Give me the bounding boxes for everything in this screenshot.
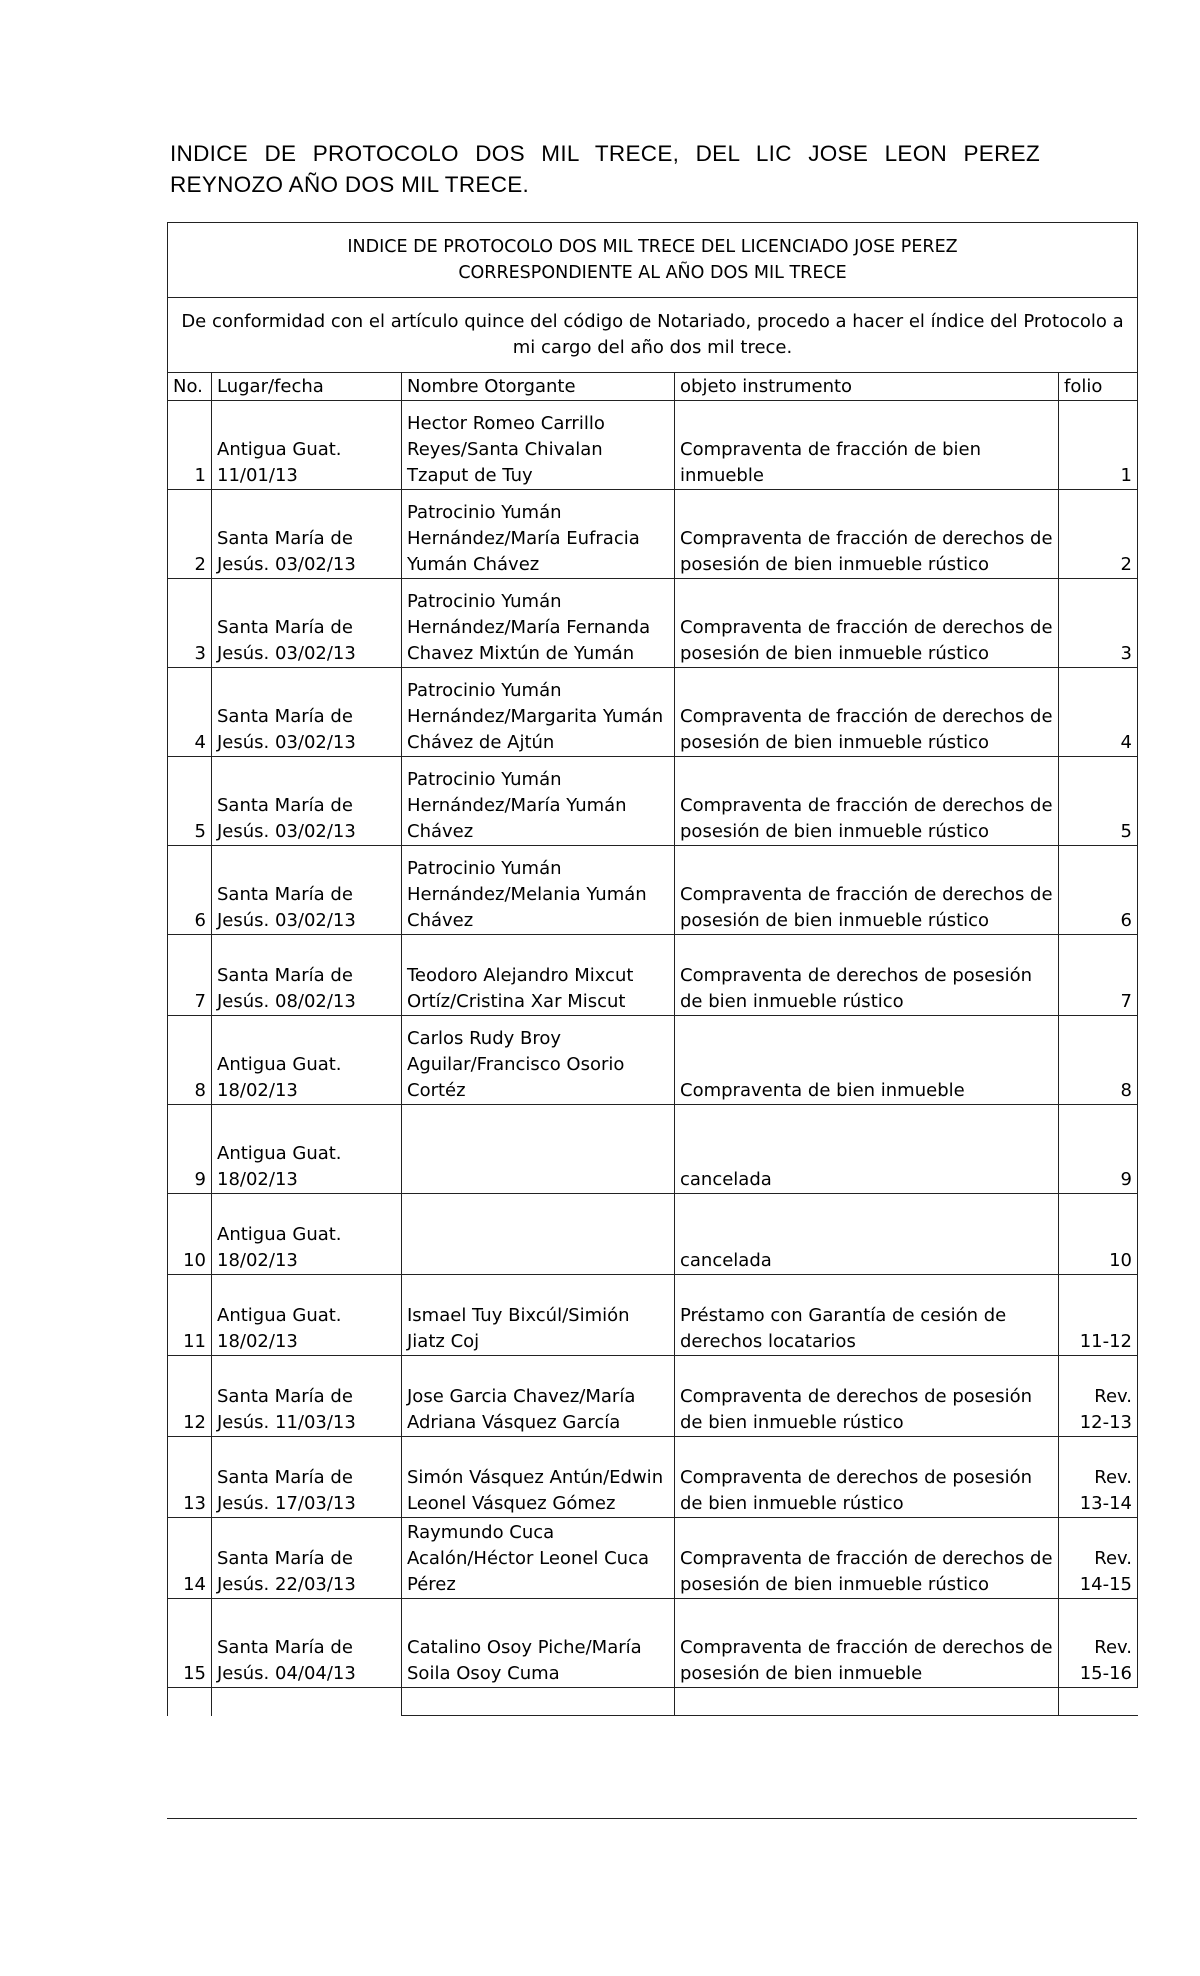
table-row [168,1016,1138,1105]
table-row [168,1437,1138,1518]
cell-no: 2 [168,490,212,579]
cell-otorgante: Patrocinio Yumán Hernández/María Eufracia Yumán Chávez [402,490,675,579]
empty-cell [168,1688,212,1716]
cell-objeto: Compraventa de fracción de derechos de posesión de bien inmueble rústico [675,668,1059,757]
footer-rule [167,1818,1137,1819]
cell-objeto: Compraventa de fracción de derechos de posesión de bien inmueble rústico [675,579,1059,668]
column-header-folio: folio [1059,373,1138,401]
cell-no: 14 [168,1518,212,1599]
cell-folio: 11-12 [1059,1275,1138,1356]
cell-no: 9 [168,1105,212,1194]
cell-objeto: Compraventa de fracción de derechos de posesión de bien inmueble rústico [675,757,1059,846]
cell-otorgante [402,1194,675,1275]
cell-folio: 3 [1059,579,1138,668]
cell-no: 13 [168,1437,212,1518]
table-row [168,668,1138,757]
table-row [168,1356,1138,1437]
cell-otorgante: Patrocinio Yumán Hernández/María Fernanda Chavez Mixtún de Yumán [402,579,675,668]
cell-objeto: cancelada [675,1105,1059,1194]
cell-lugar: Santa María de Jesús. 03/02/13 [212,579,402,668]
cell-otorgante: Hector Romeo Carrillo Reyes/Santa Chivalan Tzaput de Tuy [402,401,675,490]
cell-lugar: Antigua Guat. 18/02/13 [212,1275,402,1356]
cell-objeto: Compraventa de bien inmueble [675,1016,1059,1105]
cell-no: 1 [168,401,212,490]
table-title [168,223,1138,298]
intro-row [168,298,1138,373]
cell-lugar: Santa María de Jesús. 08/02/13 [212,935,402,1016]
cell-folio: 1 [1059,401,1138,490]
cell-folio: Rev. 13-14 [1059,1437,1138,1518]
cell-objeto: Compraventa de fracción de derechos de posesión de bien inmueble rústico [675,846,1059,935]
cell-otorgante: Patrocinio Yumán Hernández/María Yumán Chávez [402,757,675,846]
empty-cell [402,1688,675,1716]
cell-no: 4 [168,668,212,757]
table-row [168,490,1138,579]
cell-lugar: Antigua Guat. 18/02/13 [212,1194,402,1275]
cell-otorgante: Ismael Tuy Bixcúl/Simión Jiatz Coj [402,1275,675,1356]
table-row [168,1275,1138,1356]
cell-folio: 8 [1059,1016,1138,1105]
cell-lugar: Santa María de Jesús. 17/03/13 [212,1437,402,1518]
column-header-otorgante: Nombre Otorgante [402,373,675,401]
cell-folio: 6 [1059,846,1138,935]
cell-no: 3 [168,579,212,668]
cell-objeto: Compraventa de fracción de derechos de posesión de bien inmueble [675,1599,1059,1688]
cell-no: 12 [168,1356,212,1437]
table-row [168,935,1138,1016]
table-row [168,1194,1138,1275]
cell-lugar: Santa María de Jesús. 11/03/13 [212,1356,402,1437]
cell-lugar: Santa María de Jesús. 03/02/13 [212,490,402,579]
empty-cell [212,1688,402,1716]
table-row [168,1105,1138,1194]
cell-no: 5 [168,757,212,846]
cell-folio: Rev. 15-16 [1059,1599,1138,1688]
table-row [168,846,1138,935]
table-title-line-2: CORRESPONDIENTE AL AÑO DOS MIL TRECE [458,263,847,283]
cell-otorgante: Simón Vásquez Antún/Edwin Leonel Vásquez Gómez [402,1437,675,1518]
cell-otorgante: Jose Garcia Chavez/María Adriana Vásquez García [402,1356,675,1437]
protocol-index-table [167,222,1138,1716]
cell-otorgante: Raymundo Cuca Acalón/Héctor Leonel Cuca Pérez [402,1518,675,1599]
cell-objeto: Préstamo con Garantía de cesión de derechos locatarios [675,1275,1059,1356]
table-row [168,1599,1138,1688]
table-row [168,1518,1138,1599]
cell-lugar: Santa María de Jesús. 03/02/13 [212,757,402,846]
column-header-lugar: Lugar/fecha [212,373,402,401]
cell-otorgante: Catalino Osoy Piche/María Soila Osoy Cuma [402,1599,675,1688]
cell-folio: 7 [1059,935,1138,1016]
cell-objeto: Compraventa de derechos de posesión de bien inmueble rústico [675,1356,1059,1437]
cell-objeto: Compraventa de fracción de derechos de posesión de bien inmueble rústico [675,490,1059,579]
column-header-objeto: objeto instrumento [675,373,1059,401]
empty-cell [675,1688,1059,1716]
cell-objeto: Compraventa de fracción de derechos de posesión de bien inmueble rústico [675,1518,1059,1599]
table-row [168,757,1138,846]
cell-no: 6 [168,846,212,935]
cell-no: 7 [168,935,212,1016]
cell-objeto: Compraventa de derechos de posesión de bien inmueble rústico [675,935,1059,1016]
cell-otorgante: Teodoro Alejandro Mixcut Ortíz/Cristina Xar Miscut [402,935,675,1016]
cell-folio: 5 [1059,757,1138,846]
intro-paragraph: De conformidad con el artículo quince del código de Notariado, procedo a hacer el índice del Protocolo a mi cargo del año dos mil trece. [168,298,1138,373]
table-tail-row [168,1688,1138,1716]
cell-objeto: Compraventa de fracción de bien inmueble [675,401,1059,490]
cell-folio: 2 [1059,490,1138,579]
cell-otorgante: Carlos Rudy Broy Aguilar/Francisco Osorio Cortéz [402,1016,675,1105]
table-title-line-1: INDICE DE PROTOCOLO DOS MIL TRECE DEL LICENCIADO JOSE PEREZ [347,237,958,257]
cell-folio: Rev. 12-13 [1059,1356,1138,1437]
cell-folio: 4 [1059,668,1138,757]
cell-lugar: Santa María de Jesús. 22/03/13 [212,1518,402,1599]
table-row [168,579,1138,668]
cell-folio: 10 [1059,1194,1138,1275]
cell-lugar: Santa María de Jesús. 03/02/13 [212,846,402,935]
column-header-row [168,373,1138,401]
table-title-row [168,223,1138,298]
column-header-no: No. [168,373,212,401]
cell-no: 10 [168,1194,212,1275]
cell-no: 11 [168,1275,212,1356]
cell-otorgante [402,1105,675,1194]
cell-lugar: Santa María de Jesús. 03/02/13 [212,668,402,757]
cell-lugar: Antigua Guat. 18/02/13 [212,1016,402,1105]
empty-cell [1059,1688,1138,1716]
cell-lugar: Antigua Guat. 18/02/13 [212,1105,402,1194]
cell-lugar: Antigua Guat. 11/01/13 [212,401,402,490]
document-heading: INDICE DE PROTOCOLO DOS MIL TRECE, DEL LIC JOSE LEON PEREZ REYNOZO AÑO DOS MIL TRECE. [170,141,1040,197]
cell-no: 8 [168,1016,212,1105]
cell-lugar: Santa María de Jesús. 04/04/13 [212,1599,402,1688]
table-row [168,401,1138,490]
cell-no: 15 [168,1599,212,1688]
cell-folio: Rev. 14-15 [1059,1518,1138,1599]
cell-objeto: cancelada [675,1194,1059,1275]
cell-otorgante: Patrocinio Yumán Hernández/Margarita Yumán Chávez de Ajtún [402,668,675,757]
cell-objeto: Compraventa de derechos de posesión de bien inmueble rústico [675,1437,1059,1518]
cell-otorgante: Patrocinio Yumán Hernández/Melania Yumán Chávez [402,846,675,935]
cell-folio: 9 [1059,1105,1138,1194]
